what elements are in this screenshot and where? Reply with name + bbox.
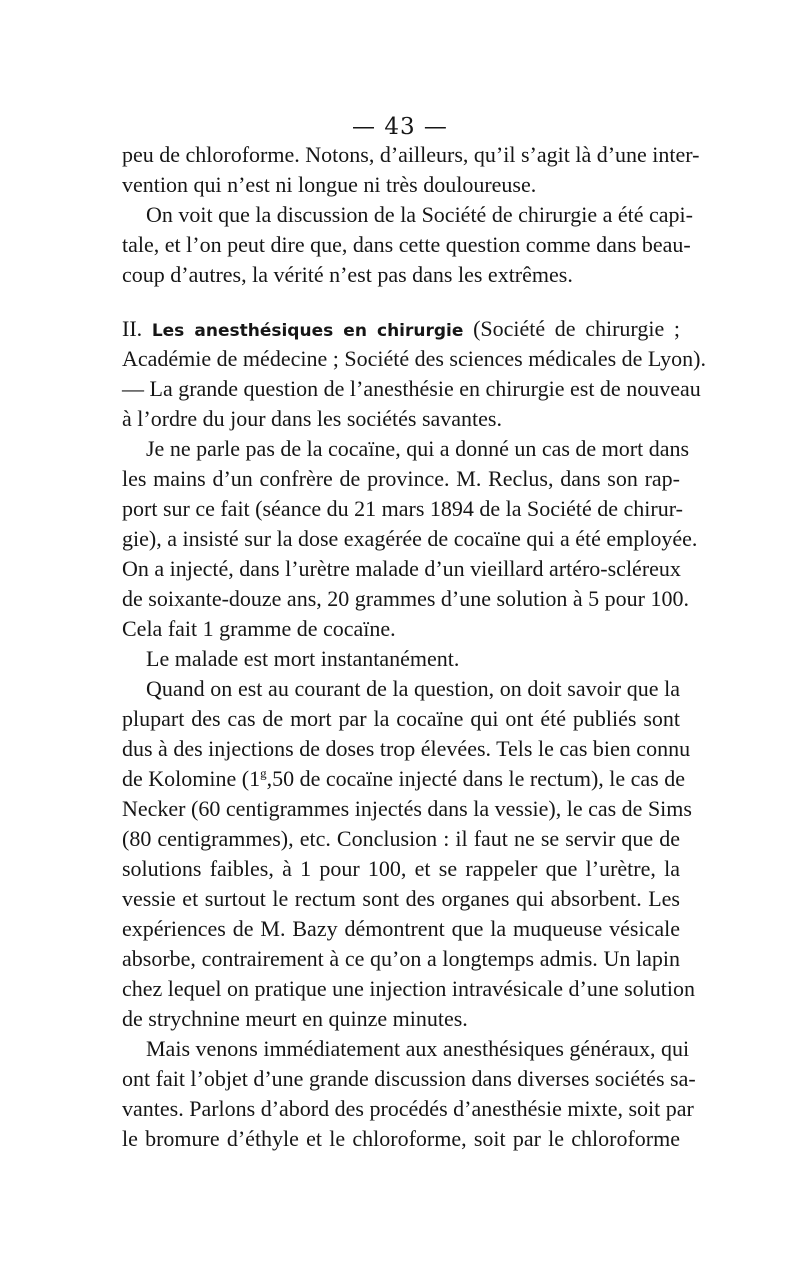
text-line: Académie de médecine ; Société des sciences médicales de Lyon).	[122, 346, 706, 371]
text-line: les mains d’un confrère de province. M. Reclus, dans son rap-	[122, 466, 680, 491]
text-line: vessie et surtout le rectum sont des organes qui absorbent. Les	[122, 886, 680, 911]
text-line: — La grande question de l’anesthésie en chirurgie est de nouveau	[122, 376, 701, 401]
text-line: (80 centigrammes), etc. Conclusion : il faut ne se servir que de	[122, 826, 680, 851]
text-line: vention qui n’est ni longue ni très douloureuse.	[122, 172, 537, 197]
text-line: Quand on est au courant de la question, on doit savoir que la	[146, 676, 680, 701]
section-heading	[122, 314, 680, 344]
text-line: dus à des injections de doses trop élevées. Tels le cas bien connu	[122, 736, 691, 761]
text-fragment: de Kolomine (1	[122, 766, 261, 791]
text-line: expériences de M. Bazy démontrent que la muqueuse vésicale	[122, 916, 680, 941]
section-heading-rest: (Société de chirurgie ;	[473, 316, 680, 341]
text-fragment: ,50 de cocaïne injecté dans le rectum), le cas de	[266, 766, 686, 791]
text-line: Mais venons immédiatement aux anesthésiques généraux, qui	[146, 1036, 690, 1061]
text-line: On voit que la discussion de la Société de chirurgie a été capi-	[146, 202, 693, 227]
text-line: Necker (60 centigrammes injectés dans la vessie), le cas de Sims	[122, 796, 692, 821]
section-title: Les anesthésiques en chirurgie	[151, 321, 464, 341]
text-line: gie), a insisté sur la dose exagérée de cocaïne qui a été employée.	[122, 526, 698, 551]
text-line: ont fait l’objet d’une grande discussion dans diverses sociétés sa-	[122, 1066, 696, 1091]
text-line: de strychnine meurt en quinze minutes.	[122, 1006, 468, 1031]
text-line: le bromure d’éthyle et le chloroforme, soit par le chloroforme	[122, 1126, 680, 1151]
text-line: Cela fait 1 gramme de cocaïne.	[122, 616, 396, 641]
text-line-kolomine	[122, 764, 686, 794]
text-line: peu de chloroforme. Notons, d’ailleurs, qu’il s’agit là d’une inter-	[122, 142, 700, 167]
text-line: Je ne parle pas de la cocaïne, qui a donné un cas de mort dans	[146, 436, 690, 461]
page-body	[122, 140, 706, 1154]
text-line: plupart des cas de mort par la cocaïne qui ont été publiés sont	[122, 706, 680, 731]
text-line: port sur ce fait (séance du 21 mars 1894 de la Société de chirur-	[122, 496, 683, 521]
section-spacer	[122, 290, 680, 314]
text-line: chez lequel on pratique une injection intravésicale d’une solution	[122, 976, 696, 1001]
text-line: vantes. Parlons d’abord des procédés d’anesthésie mixte, soit par	[122, 1096, 694, 1121]
text-line: de soixante-douze ans, 20 grammes d’une solution à 5 pour 100.	[122, 586, 689, 611]
text-line: On a injecté, dans l’urètre malade d’un vieillard artéro-scléreux	[122, 556, 681, 581]
text-line: absorbe, contrairement à ce qu’on a longtemps admis. Un lapin	[122, 946, 680, 971]
text-line: à l’ordre du jour dans les sociétés savantes.	[122, 406, 502, 431]
page-number: — 43 —	[352, 114, 448, 140]
text-line: Le malade est mort instantanément.	[146, 646, 460, 671]
gram-superscript: g	[260, 765, 267, 781]
text-line: coup d’autres, la vérité n’est pas dans les extrêmes.	[122, 262, 573, 287]
section-number: II.	[122, 316, 143, 341]
text-line: tale, et l’on peut dire que, dans cette question comme dans beau-	[122, 232, 691, 257]
text-line: solutions faibles, à 1 pour 100, et se rappeler que l’urètre, la	[122, 856, 680, 881]
